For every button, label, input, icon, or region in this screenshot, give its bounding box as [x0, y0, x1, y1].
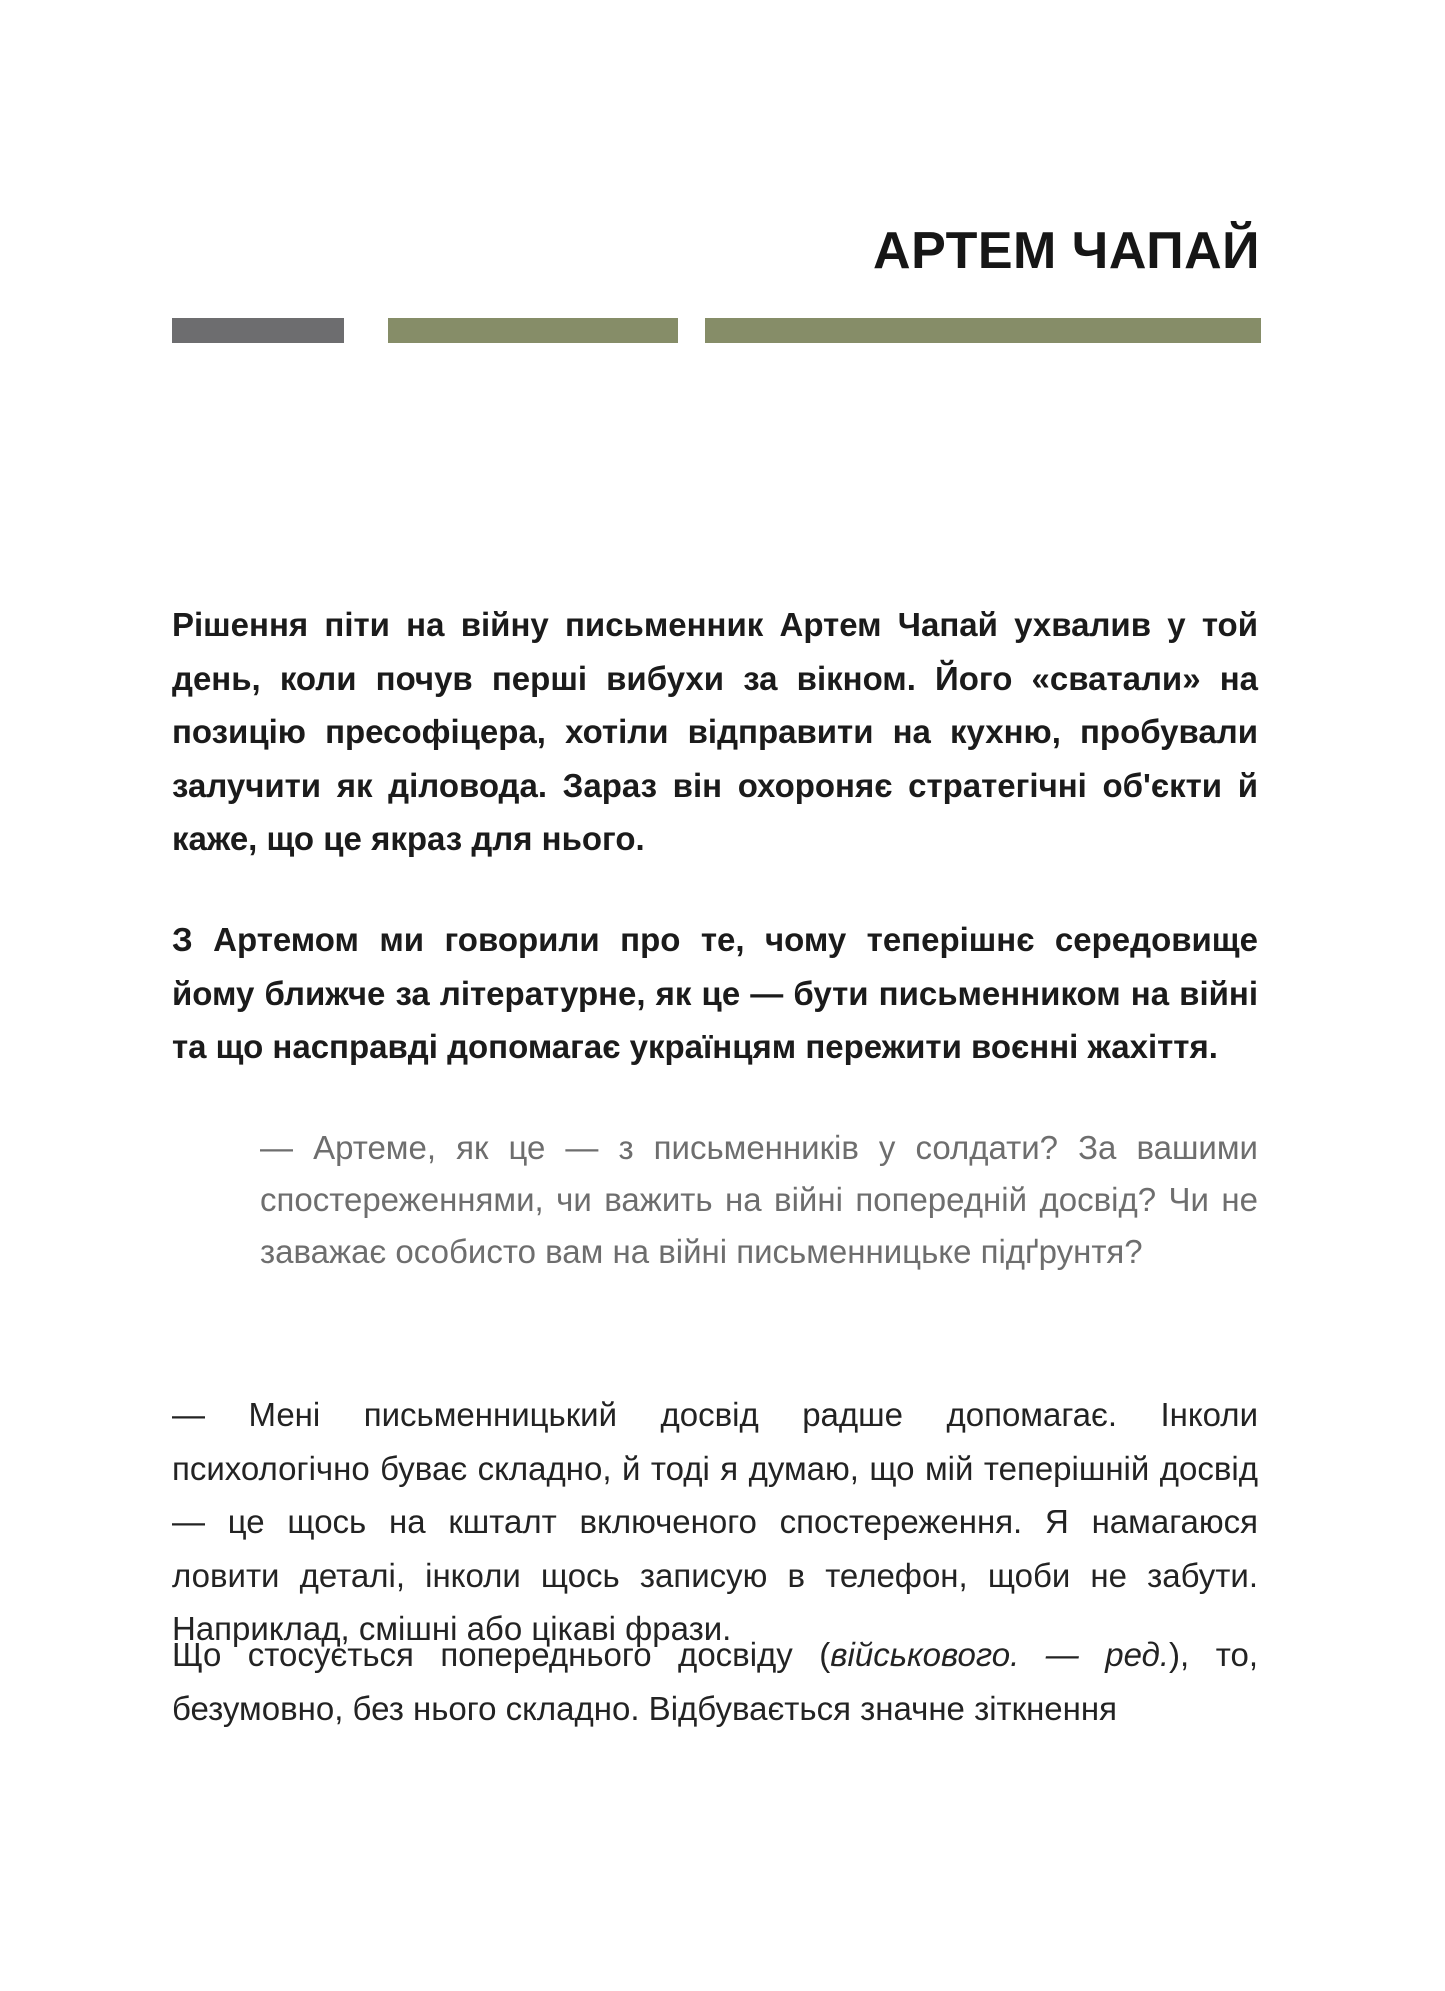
decorative-bar-gray	[172, 318, 344, 343]
intro-paragraph: Рішення піти на війну письменник Артем Чапай ухвалив у той день, коли почув перші вибухи за вікном. Його «сватали» на позицію пресофіцера, хотіли відправити на кухню, пробували залучити як діловода. Зараз він охороняє стратегічні об'єкти й каже, що це якраз для нього.	[172, 606, 1258, 857]
answer-text-end: ), то, безумовно, без нього складно. Відбувається значне зіткнення	[172, 1636, 1258, 1727]
decorative-bar-olive-short	[388, 318, 678, 343]
interview-question: — Артеме, як це — з письменників у солдати? За вашими спостереженнями, чи важить на війні попередній досвід? Чи не заважає особисто вам на війні письменницьке підґрунтя?	[260, 1129, 1258, 1270]
decorative-bar-olive-long	[705, 318, 1261, 343]
intro-paragraph: З Артемом ми говорили про те, чому теперішнє середовище йому ближче за літературне, як це — бути письменником на війні та що насправді допомагає українцям пережити воєнні жахіття.	[172, 921, 1258, 1065]
page-title: АРТЕМ ЧАПАЙ	[873, 222, 1260, 280]
interview-answer: — Мені письменницький досвід радше допомагає. Інколи психологічно буває складно, й тоді я думаю, що мій теперішній досвід — це щось на кшталт включеного спостереження. Я намагаюся ловити деталі, інколи щось записую в телефон, щоби не забути. Наприклад, смішні або цікаві фрази.	[172, 1396, 1258, 1647]
interview-answer	[172, 1628, 1258, 1735]
answer-text-start: Що стосується попереднього досвіду (	[172, 1636, 831, 1673]
editor-note: військового. — ред.	[830, 1636, 1170, 1673]
